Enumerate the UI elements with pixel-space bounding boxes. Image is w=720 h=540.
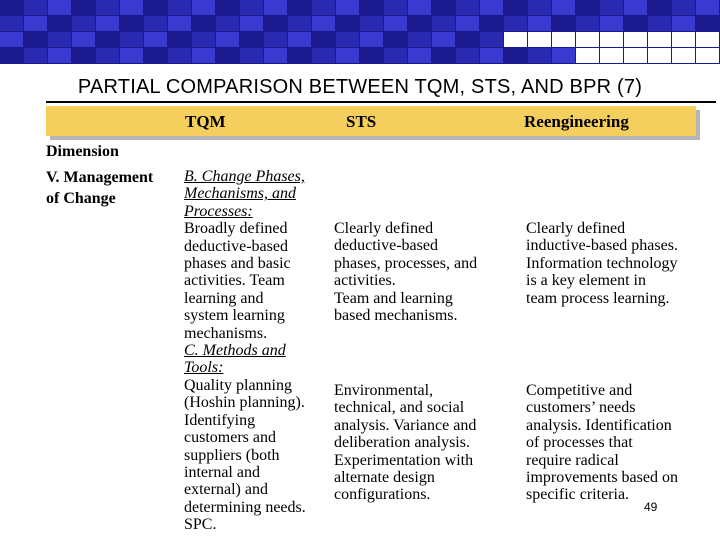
banner-tile bbox=[432, 48, 455, 63]
tqm-c-line: SPC. bbox=[184, 516, 217, 534]
banner-tile bbox=[600, 48, 623, 63]
reengineering-section-c bbox=[526, 382, 711, 504]
banner-tile bbox=[0, 32, 23, 47]
sts-c-line: alternate design bbox=[334, 469, 435, 487]
sts-b-line: activities. bbox=[334, 272, 396, 290]
banner-tile bbox=[672, 16, 695, 31]
tqm-c-heading-line: C. Methods and bbox=[184, 342, 286, 360]
banner-tile bbox=[168, 48, 191, 63]
banner-tile bbox=[360, 16, 383, 31]
reengineering-section-b bbox=[526, 220, 711, 307]
page-number: 49 bbox=[644, 500, 658, 514]
reeng-c-line: customers’ needs bbox=[526, 399, 636, 417]
tqm-section-b-heading bbox=[184, 168, 334, 220]
tqm-c-line: determining needs. bbox=[184, 498, 306, 516]
banner-tile bbox=[336, 48, 359, 63]
banner-tile bbox=[216, 48, 239, 63]
banner-tile bbox=[672, 48, 695, 63]
banner-tile bbox=[408, 16, 431, 31]
banner-tile bbox=[48, 16, 71, 31]
banner-tile bbox=[408, 48, 431, 63]
banner-tile bbox=[192, 0, 215, 15]
banner-tile bbox=[48, 48, 71, 63]
tqm-b-line: phases and basic bbox=[184, 255, 291, 273]
reeng-b-line: is a key element in bbox=[526, 272, 646, 290]
tqm-b-heading-line: Processes: bbox=[184, 202, 253, 220]
banner-tile bbox=[216, 0, 239, 15]
banner-tile bbox=[552, 32, 575, 47]
banner-tile bbox=[408, 32, 431, 47]
banner-tile bbox=[576, 48, 599, 63]
banner-tile bbox=[408, 0, 431, 15]
banner-tile bbox=[96, 32, 119, 47]
banner-tile bbox=[648, 32, 671, 47]
banner-tile bbox=[192, 16, 215, 31]
tqm-b-heading-line: B. Change Phases, bbox=[184, 168, 305, 185]
banner-tile bbox=[120, 16, 143, 31]
banner-tile bbox=[192, 48, 215, 63]
sts-b-line: Clearly defined bbox=[334, 220, 434, 237]
sts-c-line: Experimentation with bbox=[334, 451, 474, 469]
sts-c-line: deliberation analysis. bbox=[334, 434, 470, 452]
banner-tile bbox=[504, 0, 527, 15]
banner-tile bbox=[0, 0, 23, 15]
banner-tile bbox=[168, 0, 191, 15]
banner-tile bbox=[240, 32, 263, 47]
banner-tile bbox=[600, 0, 623, 15]
banner-tile bbox=[216, 32, 239, 47]
banner-tile bbox=[576, 16, 599, 31]
banner-tile bbox=[120, 32, 143, 47]
reeng-b-line: Clearly defined bbox=[526, 220, 626, 237]
reeng-c-line: improvements based on bbox=[526, 469, 678, 487]
banner-tile bbox=[384, 0, 407, 15]
dimension-name-line2: of Change bbox=[46, 190, 116, 207]
banner-tile bbox=[480, 48, 503, 63]
banner-tile bbox=[600, 16, 623, 31]
tqm-b-heading-line: Mechanisms, and bbox=[184, 185, 296, 203]
reeng-b-line: team process learning. bbox=[526, 289, 670, 307]
banner-tile bbox=[240, 48, 263, 63]
banner-tile bbox=[264, 32, 287, 47]
banner-tile bbox=[312, 16, 335, 31]
banner-tile bbox=[24, 32, 47, 47]
banner-tile bbox=[360, 32, 383, 47]
banner-tile bbox=[288, 32, 311, 47]
reeng-b-line: Information technology bbox=[526, 254, 678, 272]
banner-tile bbox=[360, 0, 383, 15]
sts-b-line: based mechanisms. bbox=[334, 307, 458, 325]
reeng-c-line: of processes that bbox=[526, 434, 633, 452]
banner-tile bbox=[384, 48, 407, 63]
banner-tile bbox=[24, 0, 47, 15]
banner-tile bbox=[264, 48, 287, 63]
sts-b-line: deductive-based bbox=[334, 237, 438, 255]
reeng-c-line: specific criteria. bbox=[526, 486, 630, 504]
tqm-b-line: deductive-based bbox=[184, 237, 288, 255]
banner-pattern bbox=[0, 0, 720, 64]
tqm-c-line: Quality planning bbox=[184, 376, 292, 394]
banner-tile bbox=[696, 48, 719, 63]
banner-tile bbox=[696, 16, 719, 31]
banner-tile bbox=[552, 48, 575, 63]
banner-tile bbox=[72, 16, 95, 31]
banner-tile bbox=[288, 16, 311, 31]
tqm-section-c-text bbox=[184, 377, 334, 534]
tqm-section-b-text bbox=[184, 220, 334, 342]
banner-tile bbox=[552, 0, 575, 15]
banner-tile bbox=[624, 0, 647, 15]
sts-b-line: phases, processes, and bbox=[334, 254, 478, 272]
sts-c-line: technical, and social bbox=[334, 399, 465, 417]
banner-tile bbox=[672, 0, 695, 15]
banner-tile bbox=[312, 0, 335, 15]
reeng-c-line: require radical bbox=[526, 451, 619, 469]
header-tqm: TQM bbox=[185, 112, 226, 131]
banner-tile bbox=[168, 32, 191, 47]
banner-tile bbox=[528, 32, 551, 47]
banner-tile bbox=[288, 48, 311, 63]
banner-tile bbox=[672, 32, 695, 47]
banner-tile bbox=[552, 16, 575, 31]
banner-tile bbox=[312, 32, 335, 47]
banner-tile bbox=[120, 48, 143, 63]
banner-tile bbox=[648, 48, 671, 63]
banner-tile bbox=[48, 32, 71, 47]
tqm-b-line: Broadly defined bbox=[184, 220, 288, 238]
banner-tile bbox=[96, 0, 119, 15]
banner-tile bbox=[144, 0, 167, 15]
banner-tile bbox=[624, 48, 647, 63]
tqm-c-line: customers and bbox=[184, 429, 276, 447]
sts-c-line: configurations. bbox=[334, 486, 431, 504]
banner-tile bbox=[648, 0, 671, 15]
banner-tile bbox=[96, 16, 119, 31]
banner-tile bbox=[456, 48, 479, 63]
tqm-c-line: (Hoshin planning). bbox=[184, 394, 305, 412]
tqm-c-line: suppliers (both bbox=[184, 446, 280, 464]
tqm-column bbox=[184, 168, 334, 534]
banner-tile bbox=[144, 16, 167, 31]
slide-title: PARTIAL COMPARISON BETWEEN TQM, STS, AND BPR (7) bbox=[77, 76, 643, 98]
banner-tile bbox=[528, 48, 551, 63]
banner-tile bbox=[384, 16, 407, 31]
banner-tile bbox=[480, 0, 503, 15]
banner-tile bbox=[528, 16, 551, 31]
banner-tile bbox=[144, 32, 167, 47]
tqm-b-line: system learning bbox=[184, 307, 285, 325]
sts-section-c bbox=[334, 382, 514, 504]
banner-tile bbox=[600, 32, 623, 47]
sts-c-line: analysis. Variance and bbox=[334, 416, 477, 434]
banner-tile bbox=[528, 0, 551, 15]
header-banner bbox=[0, 0, 720, 64]
tqm-c-line: internal and bbox=[184, 463, 260, 481]
banner-tile bbox=[288, 0, 311, 15]
banner-tile bbox=[72, 32, 95, 47]
banner-tile bbox=[0, 48, 23, 63]
tqm-section-c-heading bbox=[184, 342, 334, 377]
reeng-c-line: analysis. Identification bbox=[526, 416, 672, 434]
banner-tile bbox=[432, 32, 455, 47]
banner-tile bbox=[72, 48, 95, 63]
banner-tile bbox=[456, 0, 479, 15]
banner-tile bbox=[624, 32, 647, 47]
dimension-label: Dimension bbox=[46, 143, 119, 160]
banner-tile bbox=[336, 32, 359, 47]
tqm-c-heading-line: Tools: bbox=[184, 359, 224, 377]
header-sts: STS bbox=[346, 112, 377, 131]
banner-tile bbox=[480, 16, 503, 31]
tqm-b-line: learning and bbox=[184, 289, 264, 307]
banner-tile bbox=[264, 0, 287, 15]
banner-tile bbox=[696, 0, 719, 15]
reeng-b-line: inductive-based phases. bbox=[526, 237, 678, 255]
banner-tile bbox=[504, 32, 527, 47]
tqm-c-line: Identifying bbox=[184, 411, 256, 429]
banner-tile bbox=[336, 0, 359, 15]
banner-tile bbox=[120, 0, 143, 15]
banner-tile bbox=[96, 48, 119, 63]
banner-tile bbox=[384, 32, 407, 47]
sts-c-line: Environmental, bbox=[334, 382, 434, 399]
banner-tile bbox=[192, 32, 215, 47]
banner-tile bbox=[696, 32, 719, 47]
reeng-c-line: Competitive and bbox=[526, 382, 633, 399]
banner-tile bbox=[72, 0, 95, 15]
banner-tile bbox=[624, 16, 647, 31]
banner-tile bbox=[480, 32, 503, 47]
sts-section-b bbox=[334, 220, 514, 324]
banner-tile bbox=[504, 16, 527, 31]
banner-tile bbox=[576, 0, 599, 15]
banner-tile bbox=[168, 16, 191, 31]
banner-tile bbox=[576, 32, 599, 47]
banner-tile bbox=[456, 32, 479, 47]
banner-tile bbox=[264, 16, 287, 31]
banner-tile bbox=[648, 16, 671, 31]
tqm-b-line: mechanisms. bbox=[184, 324, 268, 342]
banner-tile bbox=[360, 48, 383, 63]
title-rule bbox=[46, 101, 716, 103]
banner-tile bbox=[0, 16, 23, 31]
banner-tile bbox=[240, 16, 263, 31]
banner-tile bbox=[504, 48, 527, 63]
dimension-name-line1: V. Management bbox=[46, 169, 154, 186]
sts-b-line: Team and learning bbox=[334, 289, 453, 307]
tqm-c-line: external) and bbox=[184, 481, 268, 499]
banner-tile bbox=[144, 48, 167, 63]
header-reengineering: Reengineering bbox=[524, 112, 629, 131]
banner-tile bbox=[240, 0, 263, 15]
banner-tile bbox=[48, 0, 71, 15]
banner-tile bbox=[432, 0, 455, 15]
banner-tile bbox=[312, 48, 335, 63]
banner-tile bbox=[432, 16, 455, 31]
banner-tile bbox=[24, 48, 47, 63]
banner-tile bbox=[24, 16, 47, 31]
banner-tile bbox=[336, 16, 359, 31]
banner-tile bbox=[456, 16, 479, 31]
banner-tile bbox=[216, 16, 239, 31]
tqm-b-line: activities. Team bbox=[184, 272, 285, 290]
